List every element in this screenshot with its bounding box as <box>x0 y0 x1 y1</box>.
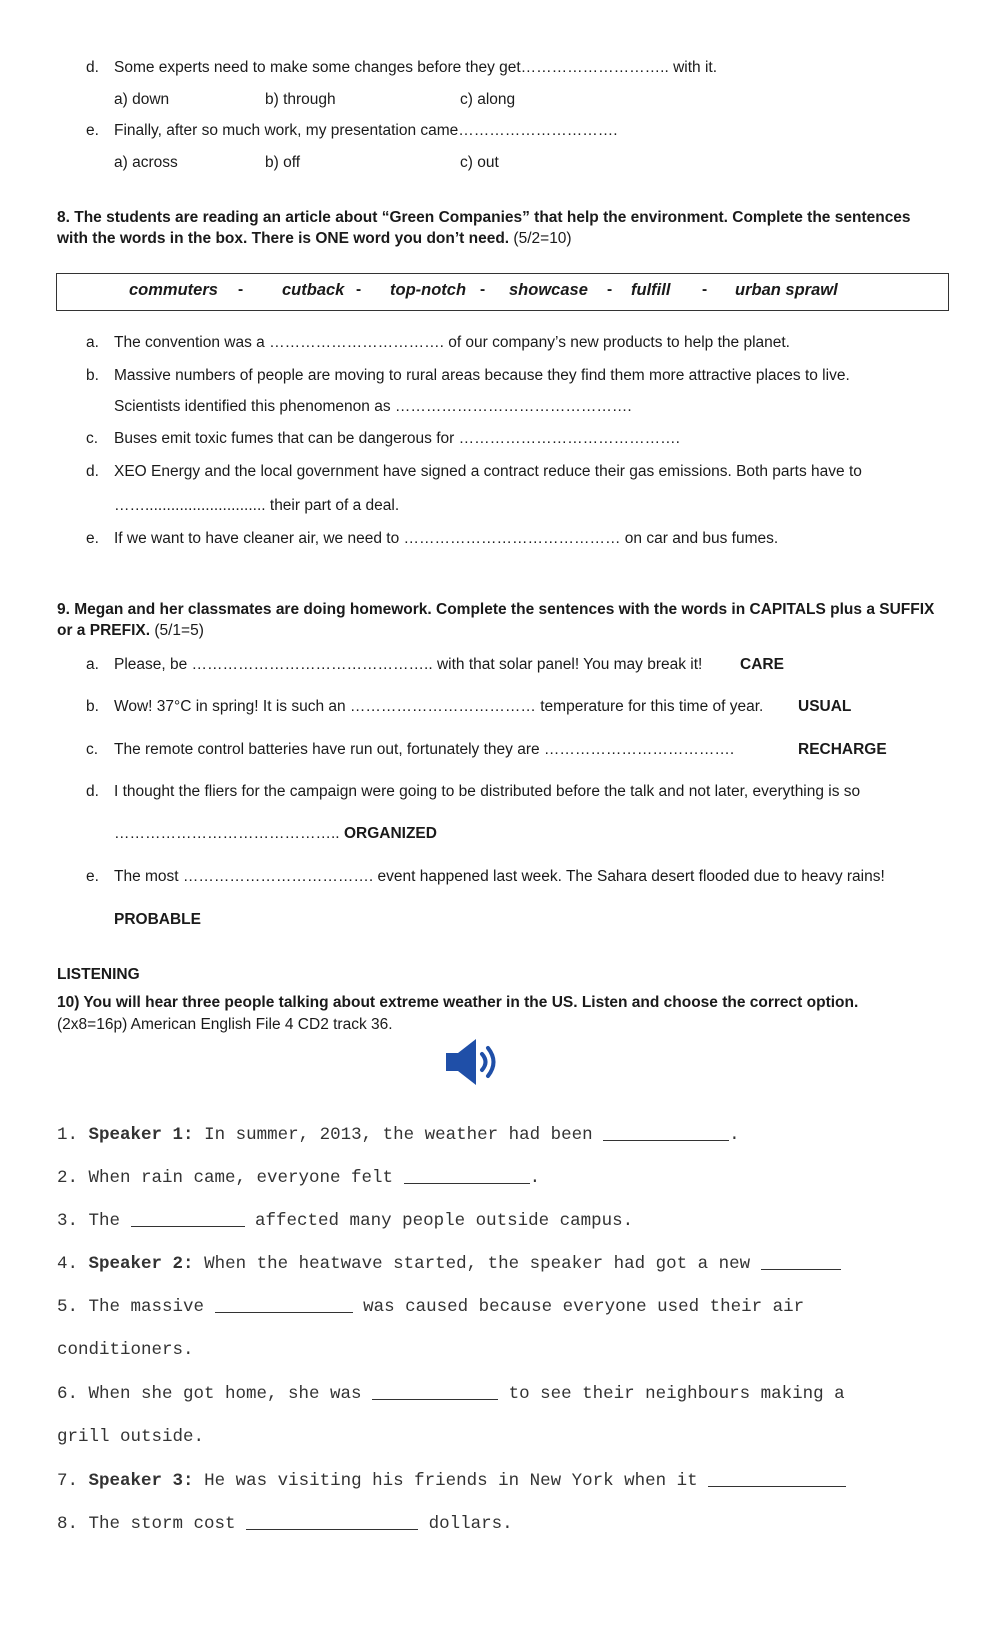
listening-title: LISTENING <box>57 966 140 983</box>
q8-heading-line1: 8. The students are reading an article about “Green Companies” that help the environment. Complete the sentences <box>57 209 911 226</box>
q9-heading-bold: or a PREFIX. <box>57 622 151 639</box>
listening-item-3 <box>57 1210 633 1231</box>
listening-item-6 <box>57 1383 845 1404</box>
item-2-end: . <box>529 1168 541 1188</box>
word-box-item-urban-sprawl: urban sprawl <box>735 281 838 299</box>
item-7-blank[interactable] <box>708 1470 846 1487</box>
q7-e-letter: e. <box>86 122 99 139</box>
q9-d-word: ORGANIZED <box>343 825 437 842</box>
q9-a-text: Please, be ……………………………………….. with that solar panel! You may break it! <box>114 656 703 673</box>
item-8-blank[interactable] <box>246 1513 418 1530</box>
word-box-dash: - <box>480 281 486 298</box>
q8-b-letter: b. <box>86 367 99 384</box>
q7-d-option-c: c) along <box>460 91 516 108</box>
q8-a-letter: a. <box>86 334 99 351</box>
item-4-number: 4. <box>57 1254 79 1274</box>
item-4-text: When the heatwave started, the speaker had got a new <box>204 1254 751 1274</box>
q8-d-text-line1: XEO Energy and the local government have signed a contract reduce their gas emissions. Both parts have to <box>114 463 862 480</box>
q9-heading-score: (5/1=5) <box>150 622 204 639</box>
listening-item-6-cont: grill outside. <box>57 1427 205 1447</box>
q10-heading: 10) You will hear three people talking about extreme weather in the US. Listen and choose the correct option. <box>57 994 859 1011</box>
item-8-text-b: dollars. <box>428 1514 513 1534</box>
word-box-dash: - <box>356 281 362 298</box>
q8-d-text-line2: ……............................ their part of a deal. <box>114 497 400 514</box>
item-1-end: . <box>729 1125 740 1145</box>
q8-c-letter: c. <box>86 430 99 447</box>
q9-c-word: RECHARGE <box>798 741 887 758</box>
listening-item-7 <box>57 1470 846 1491</box>
q9-d-line2 <box>114 824 437 844</box>
q9-d-letter: d. <box>86 783 99 800</box>
q8-e-letter: e. <box>86 530 99 547</box>
item-3-text-a: 3. The <box>57 1211 121 1231</box>
q7-e-text: Finally, after so much work, my presentation came…………………………. <box>114 122 618 139</box>
item-3-blank[interactable] <box>131 1210 245 1227</box>
q9-c-text: The remote control batteries have run out, fortunately they are ………………………………. <box>114 741 735 758</box>
item-1-speaker: Speaker 1: <box>88 1125 194 1145</box>
q8-d-letter: d. <box>86 463 99 480</box>
item-6-text-a: 6. When she got home, she was <box>57 1384 362 1404</box>
q8-e-text: If we want to have cleaner air, we need to …………………………………… on car and bus fumes. <box>114 530 779 547</box>
word-box-item-cutback: cutback <box>282 281 345 299</box>
item-6-blank[interactable] <box>372 1383 498 1400</box>
q8-a-text: The convention was a ……………………………. of our company’s new products to help the planet. <box>114 334 790 351</box>
q7-d-letter: d. <box>86 59 99 76</box>
listening-item-4 <box>57 1253 841 1274</box>
item-3-text-b: affected many people outside campus. <box>255 1211 634 1231</box>
q7-d-text: Some experts need to make some changes before they get……………………….. with it. <box>114 59 718 76</box>
q9-heading-line2 <box>57 621 204 641</box>
q9-d-text: I thought the fliers for the campaign were going to be distributed before the talk and not later, everything is so <box>114 783 861 800</box>
q7-e-option-a: a) across <box>114 154 178 171</box>
word-box-item-fulfill: fulfill <box>631 281 671 299</box>
q8-heading-bold: with the words in the box. There is ONE word you don’t need. <box>57 230 510 247</box>
word-box-dash: - <box>607 281 613 298</box>
item-5-text-a: 5. The massive <box>57 1297 205 1317</box>
q10-subheading: (2x8=16p) American English File 4 CD2 track 36. <box>57 1016 393 1033</box>
q7-d-option-a: a) down <box>114 91 170 108</box>
q9-b-word: USUAL <box>798 698 852 715</box>
q9-b-text: Wow! 37°C in spring! It is such an ……………………………… temperature for this time of year. <box>114 698 764 715</box>
word-box-dash: - <box>702 281 708 298</box>
item-7-number: 7. <box>57 1471 79 1491</box>
item-8-text-a: 8. The storm cost <box>57 1514 236 1534</box>
q9-e-text: The most ………………………………. event happened last week. The Sahara desert flooded due to heavy rains! <box>114 868 885 885</box>
item-4-blank[interactable] <box>761 1253 841 1270</box>
q8-heading-line2 <box>57 229 572 249</box>
q9-a-word: CARE <box>740 656 784 673</box>
q7-e-option-c: c) out <box>460 154 499 171</box>
item-7-text: He was visiting his friends in New York when it <box>204 1471 698 1491</box>
q8-c-text: Buses emit toxic fumes that can be dangerous for ……………………………………. <box>114 430 680 447</box>
word-box-item-top-notch: top-notch <box>390 281 467 299</box>
item-1-text: In summer, 2013, the weather had been <box>204 1125 593 1145</box>
item-2-text: 2. When rain came, everyone felt <box>57 1168 394 1188</box>
listening-item-8 <box>57 1513 513 1534</box>
q7-d-option-b: b) through <box>265 91 336 108</box>
q9-heading-line1: 9. Megan and her classmates are doing homework. Complete the sentences with the words in CAPITALS plus a SUFFIX <box>57 601 935 618</box>
item-6-text-b: to see their neighbours making a <box>508 1384 845 1404</box>
word-box-item-showcase: showcase <box>509 281 588 299</box>
item-7-speaker: Speaker 3: <box>88 1471 194 1491</box>
listening-item-1 <box>57 1124 740 1145</box>
item-1-number: 1. <box>57 1125 79 1145</box>
q8-b-text-line2: Scientists identified this phenomenon as ………………………………………. <box>114 398 632 415</box>
q9-e-letter: e. <box>86 868 99 885</box>
q9-a-letter: a. <box>86 656 99 673</box>
q9-c-letter: c. <box>86 741 99 758</box>
listening-item-5 <box>57 1296 804 1317</box>
speaker-icon[interactable] <box>444 1037 508 1087</box>
item-2-blank[interactable] <box>404 1167 530 1184</box>
q8-b-text-line1: Massive numbers of people are moving to rural areas because they find them more attractive places to live. <box>114 367 850 384</box>
listening-item-5-cont: conditioners. <box>57 1340 194 1360</box>
item-1-blank[interactable] <box>603 1124 729 1141</box>
q8-heading-score: (5/2=10) <box>509 230 572 247</box>
q9-e-word: PROBABLE <box>114 911 201 928</box>
item-4-speaker: Speaker 2: <box>88 1254 194 1274</box>
q7-e-option-b: b) off <box>265 154 301 171</box>
word-box-item-commuters: commuters <box>129 281 218 299</box>
q9-b-letter: b. <box>86 698 99 715</box>
listening-item-2 <box>57 1167 540 1188</box>
word-box-dash: - <box>238 281 244 298</box>
q9-d-dots: …………………………………….. <box>114 825 340 842</box>
item-5-text-b: was caused because everyone used their air <box>363 1297 805 1317</box>
item-5-blank[interactable] <box>215 1296 353 1313</box>
